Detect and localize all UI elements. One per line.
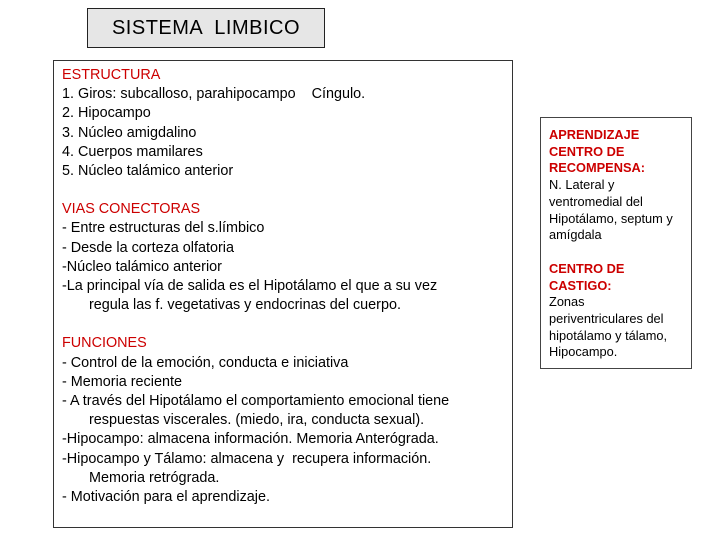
funciones-heading: FUNCIONES bbox=[62, 335, 147, 352]
estructura-line: 4. Cuerpos mamilares bbox=[62, 143, 203, 160]
castigo-block bbox=[549, 261, 687, 361]
funciones-line: - Memoria reciente bbox=[62, 373, 182, 390]
side-content-box bbox=[540, 117, 692, 369]
recompensa-heading-line: CENTRO DE bbox=[549, 143, 625, 159]
vias-line: -Núcleo talámico anterior bbox=[62, 258, 222, 275]
vias-heading: VIAS CONECTORAS bbox=[62, 201, 201, 218]
estructura-heading: ESTRUCTURA bbox=[62, 67, 161, 83]
vias-line: regula las f. vegetativas y endocrinas del cuerpo. bbox=[89, 297, 401, 314]
castigo-line: periventriculares del bbox=[549, 311, 664, 327]
page-title: SISTEMA LIMBICO bbox=[111, 16, 301, 39]
recompensa-block bbox=[549, 127, 687, 244]
title-box bbox=[87, 8, 325, 48]
estructura-line: 2. Hipocampo bbox=[62, 105, 151, 122]
recompensa-line: amígdala bbox=[549, 227, 602, 243]
funciones-line: respuestas viscerales. (miedo, ira, conducta sexual). bbox=[89, 412, 425, 429]
recompensa-line: Hipotálamo, septum y bbox=[549, 210, 673, 226]
castigo-line: Hipocampo. bbox=[549, 344, 618, 360]
estructura-section bbox=[62, 66, 506, 181]
vias-line: - Entre estructuras del s.límbico bbox=[62, 220, 265, 237]
estructura-line: 1. Giros: subcalloso, parahipocampo Cíngulo. bbox=[62, 86, 366, 103]
recompensa-line: ventromedial del bbox=[549, 193, 643, 209]
castigo-line: Zonas bbox=[549, 294, 585, 310]
funciones-section bbox=[62, 334, 506, 507]
funciones-line: Memoria retrógrada. bbox=[89, 469, 220, 486]
estructura-line: 5. Núcleo talámico anterior bbox=[62, 163, 234, 180]
funciones-line: -Hipocampo y Tálamo: almacena y recupera información. bbox=[62, 450, 432, 467]
castigo-line: hipotálamo y tálamo, bbox=[549, 327, 668, 343]
main-content-box bbox=[53, 60, 513, 528]
recompensa-heading-line: APRENDIZAJE bbox=[549, 127, 640, 142]
funciones-line: - Control de la emoción, conducta e iniciativa bbox=[62, 354, 349, 371]
vias-line: -La principal vía de salida es el Hipotálamo el que a su vez bbox=[62, 278, 438, 295]
recompensa-heading-line: RECOMPENSA: bbox=[549, 160, 645, 176]
castigo-heading-line: CASTIGO: bbox=[549, 277, 612, 293]
funciones-line: - Motivación para el aprendizaje. bbox=[62, 489, 270, 506]
estructura-line: 3. Núcleo amigdalino bbox=[62, 124, 197, 141]
vias-section bbox=[62, 200, 506, 315]
funciones-line: - A través del Hipotálamo el comportamiento emocional tiene bbox=[62, 393, 450, 410]
funciones-line: -Hipocampo: almacena información. Memoria Anterógrada. bbox=[62, 431, 439, 448]
vias-line: - Desde la corteza olfatoria bbox=[62, 239, 234, 256]
castigo-heading-line: CENTRO DE bbox=[549, 260, 625, 276]
recompensa-line: N. Lateral y bbox=[549, 177, 615, 193]
